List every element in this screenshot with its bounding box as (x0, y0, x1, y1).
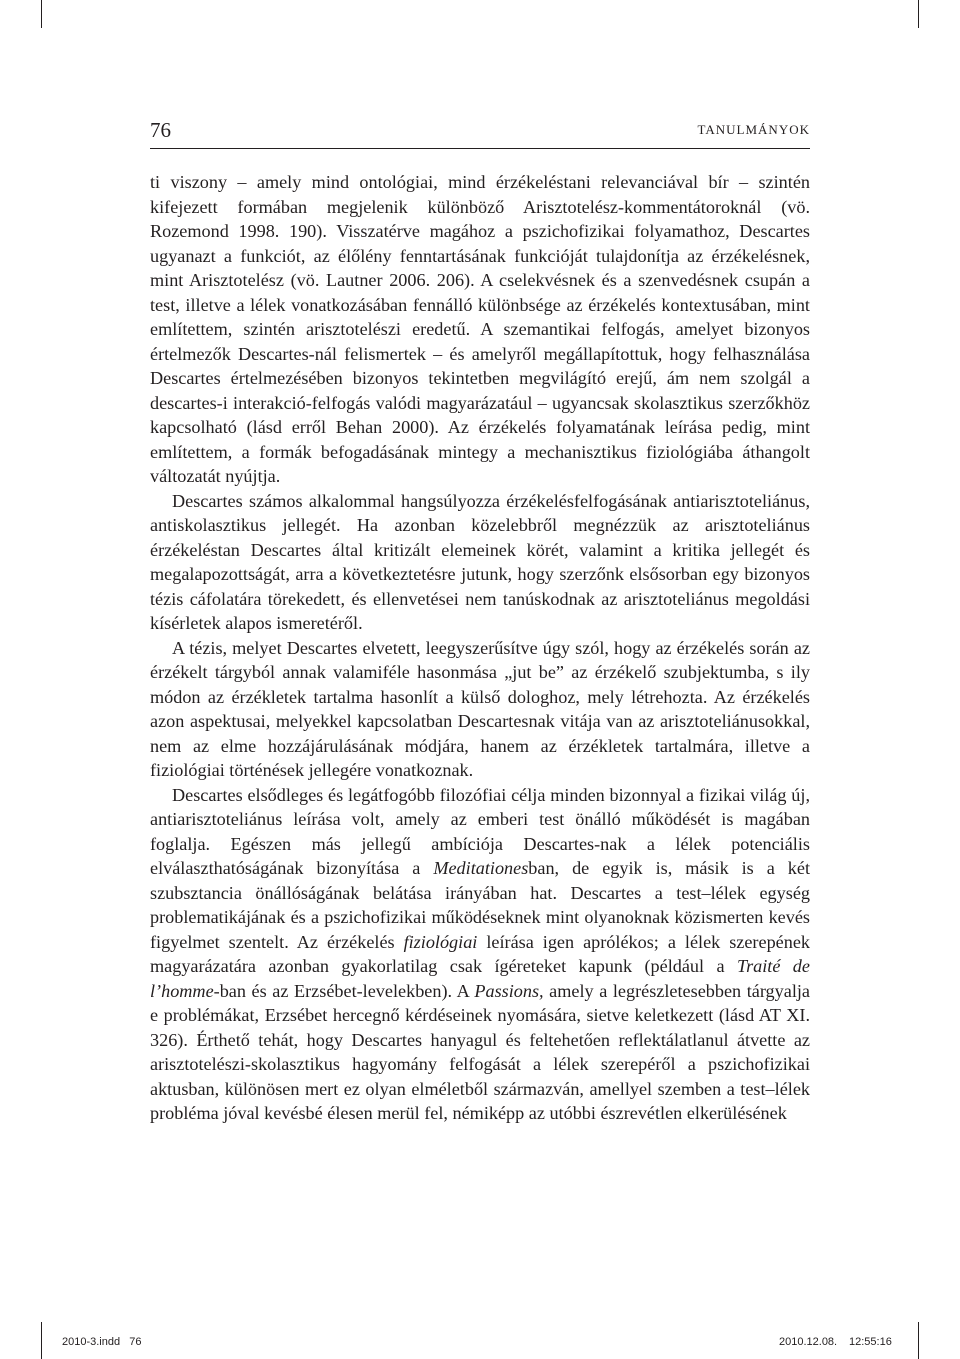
body-text (150, 170, 810, 1126)
page-header (150, 118, 810, 148)
emphasis-fiziologiai: fiziológiai (403, 931, 478, 952)
paragraph-4-text-4: -ban és az Erzsébet-levelekben). A (213, 980, 475, 1001)
title-passions: Passions, (474, 980, 544, 1001)
slug-date: 2010.12.08. (779, 1336, 838, 1348)
paragraph-3: A tézis, melyet Descartes elvetett, leegyszerűsítve úgy szól, hogy az érzékelés során az érzékelt tárgyból annak valamiféle hasonmása „jut be” az érzékelő szubjektumba, s ily módon az érzékletek tartalma hasonlít a külső dologhoz, mely létrehozta. Az érzékelés azon aspektusai, melyekkel kapcsolatban Descartesnak vitája van az arisztoteliánusokkal, nem az elme hozzájárulásának módjára, hanem az érzékletek tartalmára, illetve a fiziológiai történések jellegére vonatkoznak. (150, 637, 810, 780)
crop-mark-top-left (41, 0, 42, 28)
paragraph-4-text-1: Descartes elsődleges és legátfogóbb filozófiai célja minden bizonnyal a fizikai világ új, antiarisztoteliánus leírása volt, amely az emberi test önálló működését is magában foglalja. Egészen más jellegű ambíciója Descartes-nak a lélek potenciális elválaszthatóságának bizonyítása a (150, 784, 810, 878)
paragraph-4 (150, 783, 810, 1126)
slug-file-name: 2010-3.indd 76 (62, 1336, 142, 1348)
paragraph-4-text-5: amely a legrészletesebben tárgyalja e problémákat, Erzsébet hercegnő kérdéseinek nyomására, sietve keletkezett (lásd AT XI. 326). Érthető tehát, hogy Descartes hanyagul és feltehetően reflektálatlanul átvette az arisztotelészi-skolasztikus hagyomány felfogását a lélek szerepéről a pszichofizikai aktusban, különösen mert ez olyan elméletből származván, amellyel szemben a test–lélek probléma jóval kevésbé élesen merül fel, némiképp az utóbbi észrevétlen elkerülésének (150, 980, 810, 1123)
crop-mark-bottom-left (41, 1322, 42, 1359)
paragraph-4-text-3: leírása igen aprólékos; a lélek szerepének magyarázatára azonban gyakorlatilag csak ígéreteket kapunk (például a (150, 931, 810, 976)
paragraph-4-text-2: ban, de egyik is, másik is a két szubsztancia önállóságának belátása irányában hat. Descartes a test–lélek egység problematikájának és a pszichofizikai működéseknek mint olyanoknak közismerten kevés figyelmet szentelt. Az érzékelés (150, 858, 810, 952)
slug-time: 12:55:16 (849, 1336, 892, 1348)
paragraph-1: ti viszony – amely mind ontológiai, mind érzékeléstani relevanciával bír – szintén kifejezett formában megjelenik különböző Arisztotelész-kommentátoroknál (vö. Rozemond 1998. 190). Visszatérve magához a pszichofizikai folyamathoz, Descartes ugyanazt a funkciót, az élőlény fenntartásának funkcióját tulajdonítja az érzékelésnek, mint Arisztotelész (vö. Lautner 2006. 206). A cselekvésnek és a szenvedésnek csupán a test, illetve a lélek vonatkozásában fennálló különbsége az érzékelés kontextusában, mint említettem, szintén arisztotelészi eredetű. A szemantikai felfogás, amelyet bizonyos értelmezők Descartes-nál felismertek – és amelyről megállapítottuk, hogy felhasználása Descartes értelmezésében bizonyos tekintetben megvilágító erejű, ám nem szolgál a descartes-i interakció-felfogás valódi magyarázatául – ugyancsak skolasztikus szerzőkhöz kapcsolható (lásd erről Behan 2000). Az érzékelés folyamatának leírása pedig, mint említettem, a formák befogadásának mintegy a mechanisztikus fiziológiába áthangolt változatát nyújtja. (150, 172, 810, 486)
crop-mark-top-right (918, 0, 919, 28)
title-meditationes: Meditationes (433, 858, 529, 878)
title-traite-de-lhomme: Traité de l’homme (150, 956, 810, 1001)
header-rule (150, 148, 810, 149)
page-number: 76 (150, 118, 171, 142)
paragraph-2: Descartes számos alkalommal hangsúlyozza érzékelésfelfogásának antiarisztoteliánus, antiskolasztikus jellegét. Ha azonban közelebbről megnézzük az arisztoteliánus érzékeléstan Descartes által kritizált elemeinek körét, valamint a kritika jellegét és megalapozottságát, arra a következtetésre jutunk, hogy szerzőnk elsősorban egy bizonyos tézis cáfolatára törekedett, és ellenvetései nem tanúskodnak az arisztoteliánus megoldási kísérletek alapos ismeretéről. (150, 490, 810, 633)
running-head: TANULMÁNYOK (697, 122, 810, 137)
crop-mark-bottom-right (918, 1322, 919, 1359)
